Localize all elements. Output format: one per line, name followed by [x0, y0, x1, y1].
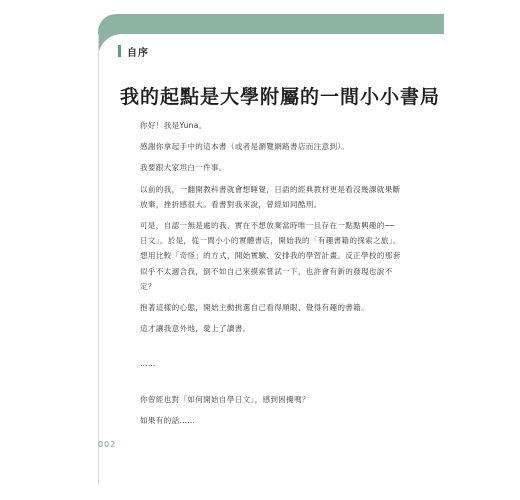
paragraph: 如果有的話……	[140, 415, 196, 425]
paragraph: 抱著這樣的心態，開始主動挑選自己看得順眼、覺得有趣的書籍。	[140, 303, 369, 313]
paragraph: 可是，自認一無是處的我，實在不想放棄當時唯一且存在一點點興趣的──日文」。於是，從一間小小的實體書店，開始我的「有趣書籍的探索之旅」。想用比較「奇怪」的方式，開始實驗、安排我的學習計畫。反正學校的那套似乎不太適合我，倒不如自己來摸索嘗試一下，也許會有新的發現也說不定？	[140, 221, 401, 291]
paragraph: 這才讓我意外地，愛上了讀書。	[140, 324, 251, 334]
page-divider	[98, 34, 99, 484]
page-title: 我的起點是大學附屬的一間小小書局	[120, 86, 441, 108]
section-label: 自序	[127, 47, 149, 59]
paragraph: 我要跟大家坦白一件事。	[140, 163, 227, 173]
ellipsis: ……	[140, 359, 156, 369]
paragraph: 你曾經也對「如何開始自學日文」，感到困擾嗎？	[140, 394, 310, 404]
section-marker	[118, 45, 121, 57]
paragraph: 以前的我，一翻開教科書就會想睡覺，日語的經典教材更是看沒幾課就果斷放棄，挫折感很大。看書對我來說，曾經如同酷刑。	[140, 184, 401, 209]
section-heading	[118, 44, 149, 58]
body-text	[140, 118, 402, 428]
paragraph: 你好！我是Yuna。	[140, 121, 207, 130]
page-number: 002	[98, 440, 117, 449]
paragraph: 感謝你拿起手中的這本書（或者是瀏覽網路書店而注意到）。	[140, 142, 350, 152]
